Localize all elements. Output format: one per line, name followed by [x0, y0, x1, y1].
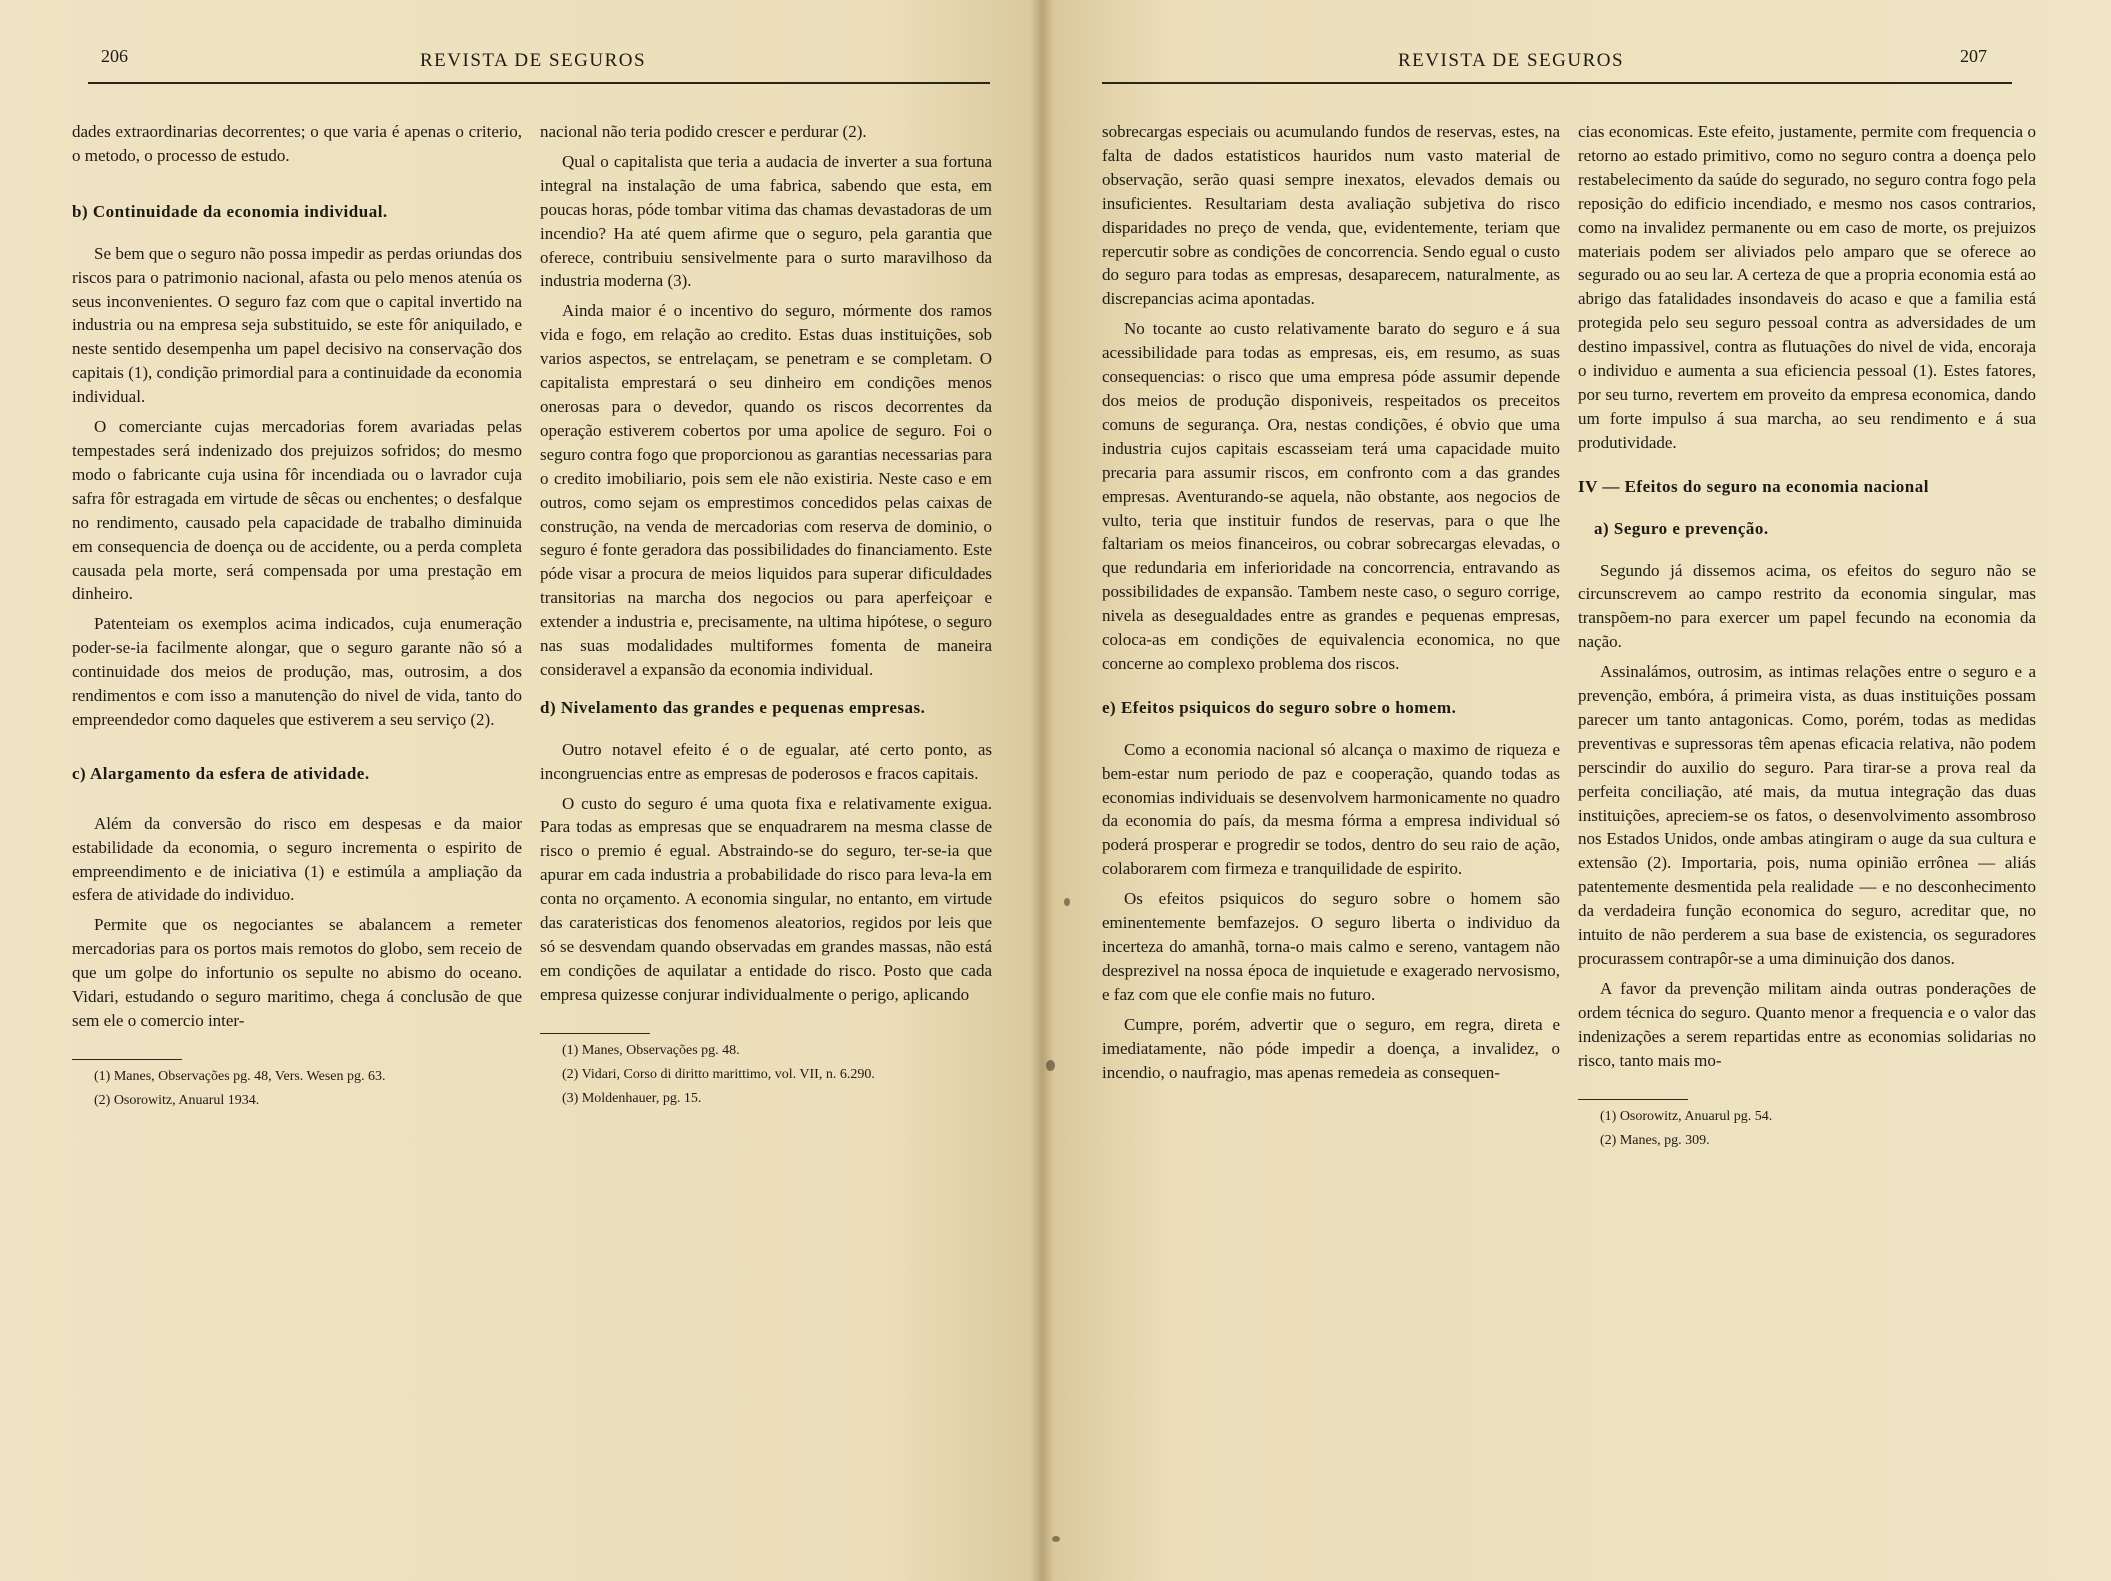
- paragraph: A favor da prevenção militam ainda outras ponderações de ordem técnica do seguro. Quanto menor a frequencia e o valor das indenizações a serem repartidas entre as economias solidarias no risco, tanto mais mo-: [1578, 978, 2036, 1070]
- header-rule-right: [1102, 82, 2012, 84]
- book-gutter: [1030, 0, 1054, 1581]
- section-heading-a: a) Seguro e prevenção.: [1594, 518, 1769, 538]
- paragraph: Outro notavel efeito é o de egualar, até certo ponto, as incongruencias entre as empresas de poderosos e fracos capitais.: [540, 739, 992, 783]
- paragraph: Segundo já dissemos acima, os efeitos do seguro não se circunscrevem ao campo restrito da economia singular, mas transpõem-no para exercer um papel fecundo na economia da nação.: [1578, 560, 2036, 652]
- footnote: (2) Vidari, Corso di diritto marittimo, vol. VII, n. 6.290.: [562, 1066, 875, 1082]
- paragraph: O comerciante cujas mercadorias forem avariadas pelas tempestades será indenizado dos prejuizos sofridos; do mesmo modo o fabricante cuja usina fôr incendiada ou o lavrador cuja safra fôr estragada em virtude de sêcas ou enchentes; o desfalque no rendimento, causado pela capacidade de trabalho diminuida em consequencia de doença ou de accidente, ou a perda completa causada pela morte, será compensada por uma prestação em dinheiro.: [72, 417, 522, 604]
- right-page: [1042, 0, 2111, 1581]
- footnote: (1) Osorowitz, Anuarul pg. 54.: [1600, 1108, 1773, 1124]
- paragraph: Cumpre, porém, advertir que o seguro, em regra, direta e imediatamente, não póde impedir a doença, a invalidez, o incendio, o naufragio, mas apenas remedeia as consequen-: [1102, 1014, 1560, 1082]
- section-heading-d: d) Nivelamento das grandes e pequenas empresas.: [540, 697, 926, 717]
- footnote: (2) Osorowitz, Anuarul 1934.: [94, 1092, 260, 1108]
- running-head-left: REVISTA DE SEGUROS: [420, 50, 647, 71]
- paragraph: Se bem que o seguro não possa impedir as perdas oriundas dos riscos para o patrimonio nacional, afasta ou pelo menos atenúa os seus inconvenientes. O seguro faz com que o capital invertido na industria ou na empresa seja substituido, se este fôr aniquilado, e neste sentido desempenha um papel decisivo na conservação dos capitais (1), condição primordial para a continuidade da economia individual.: [72, 243, 522, 407]
- header-rule-left: [88, 82, 990, 84]
- section-heading-e: e) Efeitos psiquicos do seguro sobre o homem.: [1102, 697, 1457, 717]
- footnote: (2) Manes, pg. 309.: [1600, 1132, 1710, 1148]
- paragraph: Ainda maior é o incentivo do seguro, mórmente dos ramos vida e fogo, em relação ao credito. Estas duas instituições, sob varios aspectos, se entrelaçam, se penetram e se completam. O capitalista emprestará o seu dinheiro em condições menos onerosas para o devedor, quando os riscos decorrentes da operação estiverem cobertos por uma apolice de seguro. Foi o seguro contra fogo que proporcionou as garantias necessarias para o credito imobiliario, pois sem ele não existiria. Neste caso e em outros, como sejam os emprestimos concedidos pelas caixas de construção, na venda de mercadorias com reserva de dominio, o seguro é fonte geradora das possibilidades do financiamento. Este póde visar a procura de meios liquidos para superar dificuldades transitorias na marcha dos negocios ou para aperfeiçoar e extender a industria e, precisamente, na ultima hipótese, o seguro nas suas modalidades multiformes fomenta de maneira consideravel a expansão da economia individual.: [540, 301, 992, 679]
- running-head-right: REVISTA DE SEGUROS: [1398, 50, 1625, 71]
- footnote: (1) Manes, Observações pg. 48.: [562, 1042, 740, 1058]
- paragraph: Os efeitos psiquicos do seguro sobre o homem são eminentemente bemfazejos. O seguro liberta o individuo da incerteza do amanhã, torna-o mais calmo e sereno, vantagem não desprezivel na nossa época de inquietude e exagerado nervosismo, e faz com que ele confie mais no futuro.: [1102, 889, 1560, 1004]
- footnote-rule: [72, 1059, 182, 1060]
- paragraph: O custo do seguro é uma quota fixa e relativamente exigua. Para todas as empresas que se enquadrarem na mesma classe de risco o premio é egual. Abstraindo-se do seguro, ter-se-ia que apurar em cada industria a probabilidade do risco para leva-la em conta no orçamento. A economia singular, no entanto, em virtude das carateristicas dos fenomenos aleatorios, regidos por leis que só se desvendam quando observadas em grandes massas, não está em condições de aquilatar a entidade do risco. Posto que cada empresa quizesse conjurar individualmente o perigo, aplicando: [540, 793, 992, 1004]
- left-page-column-2: [540, 120, 992, 1490]
- section-heading-iv: IV — Efeitos do seguro na economia nacional: [1578, 476, 1929, 496]
- paragraph: Patenteiam os exemplos acima indicados, cuja enumeração poder-se-ia facilmente alongar, que o seguro garante não só a continuidade dos meios de produção, mas, outrosim, a dos rendimentos e com isso a manutenção do nivel de vida, tanto do empreendedor como daqueles que estiverem a seu serviço (2).: [72, 614, 522, 729]
- paragraph: Além da conversão do risco em despesas e da maior estabilidade da economia, o seguro incrementa o espirito de empreendimento e de iniciativa (1) e estimúla a ampliação da esfera de atividade do individuo.: [72, 813, 522, 905]
- paper-blemish: [1064, 898, 1070, 906]
- right-page-column-1: [1102, 120, 1560, 1490]
- page-number-right: 207: [1960, 46, 1987, 66]
- paragraph: No tocante ao custo relativamente barato do seguro e á sua acessibilidade para todas as empresas, eis, em resumo, as suas consequencias: o risco que uma empresa póde assumir depende dos meios de produção disponiveis, respeitados os preceitos comuns de segurança. Ora, nestas condições, é obvio que uma industria cujos capitais escasseiam terá uma capacidade muito precaria para assumir riscos, em confronto com a das grandes empresas. Aventurando-se aquela, não obstante, aos negocios de vulto, teria que instituir fundos de reservas, para o que lhe faltariam os meios financeiros, ou cobrar sobrecargas elevadas, o que redundaria em inferioridade na concorrencia, entravando as possibilidades de expansão. Tambem neste caso, o seguro corrige, nivela as desegualdades entre as grandes e pequenas empresas, coloca-as em condições de equivalencia economica, no que concerne ao complexo problema dos riscos.: [1102, 319, 1560, 673]
- footnote-rule: [1578, 1099, 1688, 1100]
- paragraph: dades extraordinarias decorrentes; o que varia é apenas o criterio, o metodo, o processo de estudo.: [72, 122, 522, 165]
- page-number-left: 206: [101, 46, 128, 66]
- paragraph: cias economicas. Este efeito, justamente, permite com frequencia o retorno ao estado primitivo, como no seguro contra a doença pelo restabelecimento da saúde do segurado, no seguro contra fogo pela reposição do edificio incendiado, e mesmo nos casos contrarios, como na invalidez permanente ou em caso de morte, os prejuizos materiais podem ser aliviados pelo amparo que se oferece ao segurado ou ao seu lar. A certeza de que a propria economia está ao abrigo das fatalidades insondaveis do acaso e que a familia está protegida pelo seu seguro pessoal contra as adversidades de um destino impassivel, contra as flutuações do nivel de vida, encoraja o individuo e aumenta a sua eficiencia pessoal (1). Estes fatores, por seu turno, revertem em proveito da empresa economica, dando um forte impulso á sua marcha, ao seu rendimento e á sua produtividade.: [1578, 122, 2036, 452]
- paragraph: sobrecargas especiais ou acumulando fundos de reservas, estes, na falta de dados estatisticos hauridos num vasto material de observação, serão quasi sempre inexatos, elevados demais ou insuficientes. Resultariam desta avaliação subjetiva do risco disparidades no preço de venda, que, evidentemente, teriam que repercutir sobre as condições de concorrencia. Sendo egual o custo do seguro para todas as empresas, desaparecem, naturalmente, as discrepancias acima apontadas.: [1102, 122, 1560, 309]
- right-page-column-2: [1578, 120, 2036, 1490]
- section-heading-b: b) Continuidade da economia individual.: [72, 201, 388, 221]
- paper-blemish: [1046, 1060, 1055, 1071]
- paragraph: Permite que os negociantes se abalancem a remeter mercadorias para os portos mais remotos do globo, sem receio de que um golpe do infortunio os sepulte no abismo do oceano. Vidari, estudando o seguro maritimo, chega á conclusão de que sem ele o comercio inter-: [72, 915, 522, 1030]
- section-heading-c: c) Alargamento da esfera de atividade.: [72, 763, 370, 783]
- footnote: (1) Manes, Observações pg. 48, Vers. Wesen pg. 63.: [94, 1068, 386, 1084]
- left-page-column-1: [72, 120, 522, 1490]
- footnote: (3) Moldenhauer, pg. 15.: [562, 1090, 702, 1106]
- left-page: [0, 0, 1042, 1581]
- paragraph: Como a economia nacional só alcança o maximo de riqueza e bem-estar num periodo de paz e cooperação, quando todas as economias individuais se desenvolvem harmonicamente no quadro da economia do país, da mesma fórma a empresa individual só poderá prosperar e progredir se todos, dentro do seu raio de ação, colaborarem com firmeza e tranquilidade de espirito.: [1102, 739, 1560, 879]
- paragraph: nacional não teria podido crescer e perdurar (2).: [540, 122, 867, 141]
- paragraph: Assinalámos, outrosim, as intimas relações entre o seguro e a prevenção, embóra, á primeira vista, as duas instituições possam parecer um tanto antagonicas. Como, porém, todas as medidas preventivas e supressoras têm apenas eficacia relativa, não podem perscindir do auxilio do seguro. Para tirar-se a prova real da perfeita conciliação, até mais, da mutua integração das duas instituições, apreciem-se os fatos, o desenvolvimento assombroso nos Estados Unidos, onde ambas atingiram o auge da sua cultura e extensão (2). Importaria, pois, numa opinião errônea — aliás patentemente desmentida pela realidade — e no desconhecimento da verdadeira função economica do seguro, acreditar que, no intuito de não perderem a sua base de existencia, os seguradores procurassem contrapôr-se a uma diminuição dos danos.: [1578, 662, 2036, 968]
- footnote-rule: [540, 1033, 650, 1034]
- paper-blemish: [1052, 1536, 1060, 1542]
- paragraph: Qual o capitalista que teria a audacia de inverter a sua fortuna integral na instalação de uma fabrica, sabendo que esta, em poucas horas, póde tombar vitima das chamas devastadoras de um incendio? Ha até quem afirme que o seguro, pela garantia que oferece, contribuiu sensivelmente para o surto maravilhoso da industria moderna (3).: [540, 151, 992, 291]
